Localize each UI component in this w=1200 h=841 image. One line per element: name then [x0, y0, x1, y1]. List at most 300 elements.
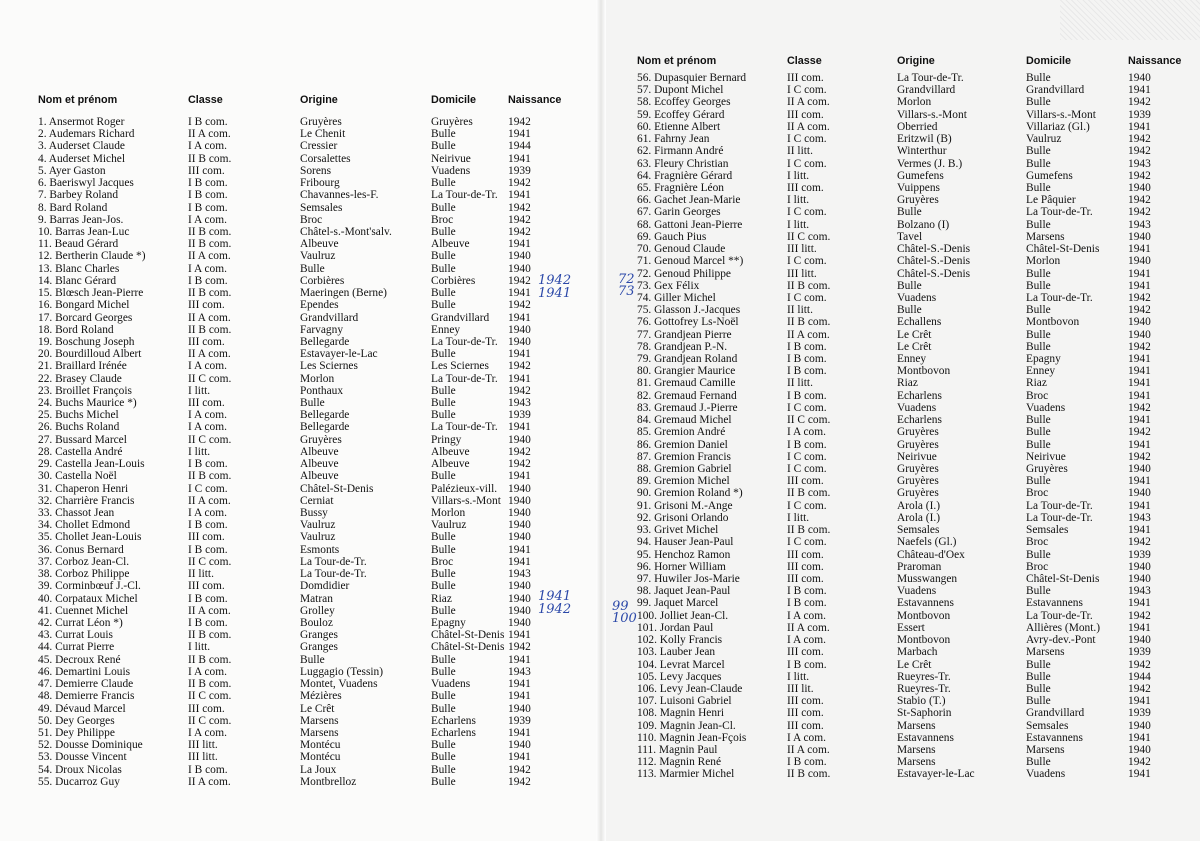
birth-year: 1940 — [508, 433, 531, 446]
student-name: 15. Blœsch Jean-Pierre — [38, 287, 144, 300]
class: III litt. — [188, 751, 218, 764]
table-row — [38, 385, 561, 397]
class: I litt. — [188, 641, 211, 654]
birth-year: 1941 — [508, 372, 531, 385]
origin: Morlon — [300, 372, 335, 385]
page-fold — [596, 0, 606, 841]
origin: Echarlens — [897, 414, 942, 427]
birth-year: 1940 — [508, 335, 531, 348]
birth-year: 1941 — [508, 238, 531, 251]
student-name: 111. Magnin Paul — [637, 744, 718, 757]
origin: Albeuve — [300, 238, 339, 251]
origin: Albeuve — [300, 445, 339, 458]
class: II A com. — [188, 348, 231, 361]
birth-year: 1941 — [508, 543, 531, 556]
class: I C com. — [787, 206, 827, 219]
class: II A com. — [787, 744, 830, 757]
student-name: 7. Barbey Roland — [38, 189, 119, 202]
origin: Cerniat — [300, 494, 334, 507]
class: II B com. — [787, 316, 831, 329]
domicile: La Tour-de-Tr. — [431, 421, 498, 434]
origin: Grandvillard — [897, 84, 956, 97]
birth-year: 1940 — [1128, 230, 1151, 243]
class: II litt. — [787, 145, 813, 158]
student-name: 69. Gauch Pius — [637, 230, 707, 243]
domicile: Bulle — [1026, 279, 1051, 292]
domicile: Neirivue — [1026, 450, 1066, 463]
class: II B com. — [787, 279, 831, 292]
class: I B com. — [188, 274, 228, 287]
class: I B com. — [787, 597, 827, 610]
birth-year: 1941 — [1128, 731, 1151, 744]
domicile: Bulle — [1026, 756, 1051, 769]
class: II B com. — [188, 238, 232, 251]
origin: Villars-s.-Mont — [897, 108, 967, 121]
table-row — [637, 158, 1181, 170]
domicile: Bulle — [1026, 157, 1051, 170]
origin: Bolzano (I) — [897, 218, 950, 231]
birth-year: 1941 — [1128, 365, 1151, 378]
origin: Rueyres-Tr. — [897, 682, 951, 695]
class: I A com. — [188, 360, 227, 373]
ink-mark: 1941 — [538, 589, 572, 604]
birth-year: 1940 — [508, 482, 531, 495]
header-name: Nom et prénom — [637, 54, 717, 67]
birth-year: 1942 — [1128, 194, 1151, 207]
origin: Bulle — [300, 397, 325, 410]
student-name: 95. Henchoz Ramon — [637, 548, 731, 561]
table-row — [38, 703, 561, 715]
origin: Musswangen — [897, 572, 958, 585]
table-row — [637, 280, 1181, 292]
origin: Châtel-S.-Denis — [897, 243, 971, 256]
table-row — [637, 549, 1181, 561]
domicile: Châtel-St-Denis — [431, 641, 505, 654]
domicile: Estavannens — [1026, 731, 1083, 744]
class: I B com. — [188, 519, 228, 532]
birth-year: 1942 — [508, 201, 531, 214]
class: III com. — [188, 702, 225, 715]
table-row — [637, 353, 1181, 365]
table-row — [38, 593, 561, 605]
domicile: Châtel-St-Denis — [431, 629, 505, 642]
domicile: Montbovon — [1026, 316, 1080, 329]
table-row — [38, 287, 561, 299]
student-name: 26. Buchs Roland — [38, 421, 120, 434]
class: II C com. — [188, 372, 232, 385]
student-name: 97. Huwiler Jos-Marie — [637, 572, 740, 585]
table-row — [637, 768, 1181, 780]
domicile: Bulle — [431, 543, 456, 556]
table-row — [38, 531, 561, 543]
table-row — [38, 324, 561, 336]
birth-year: 1940 — [508, 250, 531, 263]
origin: Les Sciernes — [300, 360, 358, 373]
table-row — [38, 348, 561, 360]
domicile: Villars-s.-Mont — [431, 494, 501, 507]
class: I B com. — [787, 353, 827, 366]
ink-mark: 99 — [612, 599, 629, 614]
domicile: Vuadens — [1026, 401, 1066, 414]
table-row — [637, 744, 1181, 756]
origin: Bulle — [897, 304, 922, 317]
class: II A com. — [188, 775, 231, 788]
birth-year: 1941 — [1128, 279, 1151, 292]
student-name: 65. Fragnière Léon — [637, 181, 724, 194]
student-name: 112. Magnin René — [637, 756, 722, 769]
class: II A com. — [188, 494, 231, 507]
origin: Estavannens — [897, 731, 954, 744]
domicile: Pringy — [431, 433, 462, 446]
class: III com. — [188, 397, 225, 410]
table-row — [38, 764, 561, 776]
table-row — [38, 654, 561, 666]
table-row — [637, 206, 1181, 218]
student-name: 14. Blanc Gérard — [38, 274, 117, 287]
birth-year: 1943 — [1128, 218, 1151, 231]
origin: Ponthaux — [300, 384, 344, 397]
table-row — [637, 329, 1181, 341]
student-name: 107. Luisoni Gabriel — [637, 695, 732, 708]
origin: Montet, Vuadens — [300, 678, 378, 691]
birth-year: 1940 — [508, 519, 531, 532]
class: I C com. — [787, 157, 827, 170]
birth-year: 1941 — [1128, 120, 1151, 133]
table-row — [38, 580, 561, 592]
table-row — [637, 463, 1181, 475]
origin: Maeringen (Berne) — [300, 287, 387, 300]
domicile: Marsens — [1026, 230, 1065, 243]
student-name: 98. Jaquet Jean-Paul — [637, 585, 731, 598]
table-row — [637, 475, 1181, 487]
class: I C com. — [787, 84, 827, 97]
table-row — [637, 145, 1181, 157]
student-name: 10. Barras Jean-Luc — [38, 225, 130, 238]
student-name: 94. Hauser Jean-Paul — [637, 536, 734, 549]
student-name: 108. Magnin Henri — [637, 707, 724, 720]
table-row — [38, 250, 561, 262]
table-row — [637, 659, 1181, 671]
table-row — [637, 96, 1181, 108]
student-name: 60. Etienne Albert — [637, 120, 721, 133]
domicile: Marsens — [1026, 744, 1065, 757]
birth-year: 1940 — [508, 531, 531, 544]
origin: Bellegarde — [300, 335, 350, 348]
domicile: Bulle — [1026, 72, 1051, 84]
birth-year: 1944 — [508, 140, 531, 153]
birth-year: 1941 — [1128, 389, 1151, 402]
header-origine: Origine — [300, 93, 338, 106]
domicile: Broc — [1026, 536, 1049, 549]
table-row — [637, 451, 1181, 463]
domicile: Enney — [1026, 365, 1056, 378]
student-name: 49. Dévaud Marcel — [38, 702, 126, 715]
birth-year: 1941 — [508, 152, 531, 165]
class: I C com. — [787, 499, 827, 512]
class: I A com. — [188, 409, 227, 422]
domicile: La Tour-de-Tr. — [1026, 499, 1093, 512]
birth-year: 1941 — [1128, 84, 1151, 97]
class: I litt. — [188, 384, 211, 397]
table-row — [637, 268, 1181, 280]
class: III com. — [787, 695, 824, 708]
birth-year: 1941 — [1128, 243, 1151, 256]
student-name: 28. Castella André — [38, 445, 123, 458]
table-row — [637, 439, 1181, 451]
class: II B com. — [188, 653, 232, 666]
birth-year: 1942 — [1128, 291, 1151, 304]
class: I A com. — [188, 140, 227, 153]
student-name: 44. Currat Pierre — [38, 641, 115, 654]
class: III com. — [787, 548, 824, 561]
domicile: Bulle — [1026, 585, 1051, 598]
student-name: 101. Jordan Paul — [637, 621, 714, 634]
class: I C com. — [787, 133, 827, 146]
birth-year: 1941 — [508, 311, 531, 324]
table-row — [637, 622, 1181, 634]
student-name: 12. Bertherin Claude *) — [38, 250, 146, 263]
student-name: 52. Dousse Dominique — [38, 739, 143, 752]
class: I A com. — [188, 665, 227, 678]
table-row — [637, 219, 1181, 231]
table-row — [637, 121, 1181, 133]
birth-year: 1939 — [1128, 548, 1151, 561]
table-row — [637, 170, 1181, 182]
origin: Oberried — [897, 120, 938, 133]
class: I B com. — [188, 201, 228, 214]
student-name: 77. Grandjean Pierre — [637, 328, 732, 341]
origin: Montbrelloz — [300, 775, 357, 788]
table-row — [637, 487, 1181, 499]
student-name: 37. Corboz Jean-Cl. — [38, 555, 130, 568]
class: III com. — [188, 580, 225, 593]
student-name: 4. Auderset Michel — [38, 152, 125, 165]
origin: Corbières — [300, 274, 345, 287]
origin: Montbovon — [897, 609, 951, 622]
table-row — [637, 683, 1181, 695]
student-name: 88. Gremion Gabriel — [637, 463, 732, 475]
student-name: 83. Gremaud J.-Pierre — [637, 401, 738, 414]
birth-year: 1939 — [508, 409, 531, 422]
origin: Le Crêt — [300, 702, 335, 715]
class: I B com. — [188, 592, 228, 605]
domicile: Albeuve — [431, 238, 470, 251]
domicile: Bulle — [431, 250, 456, 263]
origin: Gumefens — [897, 169, 944, 182]
header-origine: Origine — [897, 54, 935, 67]
class: I litt. — [188, 445, 211, 458]
domicile: La Tour-de-Tr. — [1026, 291, 1093, 304]
birth-year: 1942 — [508, 116, 531, 128]
table-row — [637, 524, 1181, 536]
birth-year: 1942 — [1128, 682, 1151, 695]
table-row — [637, 255, 1181, 267]
table-row — [38, 421, 561, 433]
domicile: Bulle — [431, 348, 456, 361]
domicile: Bulle — [431, 763, 456, 776]
table-row — [38, 202, 561, 214]
birth-year: 1941 — [1128, 377, 1151, 390]
student-name: 20. Bourdilloud Albert — [38, 348, 142, 361]
birth-year: 1942 — [1128, 96, 1151, 109]
student-name: 5. Ayer Gaston — [38, 164, 106, 177]
birth-year: 1940 — [508, 604, 531, 617]
birth-year: 1941 — [508, 189, 531, 202]
table-row — [38, 568, 561, 580]
origin: Enney — [897, 353, 927, 366]
domicile: Marsens — [1026, 646, 1065, 659]
class: II B com. — [787, 768, 831, 781]
domicile: Vuadens — [431, 164, 471, 177]
origin: Matran — [300, 592, 333, 605]
domicile: Bulle — [1026, 670, 1051, 683]
table-row — [38, 495, 561, 507]
table-row — [637, 390, 1181, 402]
class: I litt. — [787, 670, 810, 683]
birth-year: 1942 — [1128, 169, 1151, 182]
student-name: 79. Grandjean Roland — [637, 353, 738, 366]
class: II B com. — [188, 225, 232, 238]
domicile: Corbières — [431, 274, 476, 287]
class: I B com. — [787, 389, 827, 402]
domicile: Grandvillard — [431, 311, 490, 324]
table-row — [38, 397, 561, 409]
table-row — [637, 84, 1181, 96]
origin: Praroman — [897, 560, 942, 573]
student-name: 54. Droux Nicolas — [38, 763, 122, 776]
domicile: Bulle — [1026, 304, 1051, 317]
student-name: 80. Grangier Maurice — [637, 365, 736, 378]
birth-year: 1942 — [1128, 401, 1151, 414]
birth-year: 1941 — [1128, 438, 1151, 451]
class: I C com. — [787, 463, 827, 475]
student-name: 53. Dousse Vincent — [38, 751, 127, 764]
birth-year: 1941 — [508, 690, 531, 703]
origin: Marsens — [897, 719, 936, 732]
left-header-row — [38, 92, 561, 116]
domicile: Grandvillard — [1026, 707, 1085, 720]
class: II C com. — [787, 414, 831, 427]
birth-year: 1944 — [1128, 670, 1151, 683]
student-name: 48. Demierre Francis — [38, 690, 135, 703]
birth-year: 1941 — [1128, 621, 1151, 634]
student-name: 85. Gremion André — [637, 426, 726, 439]
table-row — [38, 189, 561, 201]
birth-year: 1942 — [508, 445, 531, 458]
class: II C com. — [188, 555, 232, 568]
birth-year: 1941 — [1128, 499, 1151, 512]
student-name: 106. Levy Jean-Claude — [637, 682, 743, 695]
student-name: 8. Bard Roland — [38, 201, 108, 214]
class: II A com. — [188, 128, 231, 141]
birth-year: 1940 — [508, 592, 531, 605]
origin: Marsens — [300, 726, 339, 739]
birth-year: 1941 — [1128, 475, 1151, 488]
domicile: Bulle — [431, 262, 456, 275]
table-row — [38, 238, 561, 250]
student-name: 113. Marmier Michel — [637, 768, 735, 781]
origin: Bulle — [897, 279, 922, 292]
domicile: Gruyères — [1026, 463, 1068, 475]
origin: Le Chenit — [300, 128, 346, 141]
table-row — [637, 585, 1181, 597]
origin: Vaulruz — [300, 519, 336, 532]
class: II C com. — [188, 690, 232, 703]
class: I B com. — [787, 658, 827, 671]
domicile: Bulle — [431, 384, 456, 397]
student-name: 63. Fleury Christian — [637, 157, 729, 170]
student-name: 32. Charrière Francis — [38, 494, 135, 507]
origin: Naefels (Gl.) — [897, 536, 957, 549]
domicile: Bulle — [1026, 682, 1051, 695]
table-row — [637, 732, 1181, 744]
domicile: Bulle — [1026, 340, 1051, 353]
birth-year: 1942 — [1128, 658, 1151, 671]
domicile: Bulle — [431, 128, 456, 141]
origin: Morlon — [897, 96, 932, 109]
table-row — [38, 641, 561, 653]
origin: Semsales — [897, 524, 940, 537]
table-row — [637, 707, 1181, 719]
student-name: 45. Decroux René — [38, 653, 121, 666]
origin: Gruyères — [897, 487, 939, 500]
domicile: Broc — [431, 213, 454, 226]
class: I B com. — [188, 116, 228, 128]
domicile: La Tour-de-Tr. — [431, 372, 498, 385]
table-row — [38, 153, 561, 165]
class: I litt. — [787, 511, 810, 524]
class: I C com. — [787, 450, 827, 463]
origin: Ependes — [300, 299, 339, 312]
table-row — [637, 341, 1181, 353]
class: I litt. — [787, 169, 810, 182]
origin: Arola (I.) — [897, 511, 941, 524]
origin: Bellegarde — [300, 409, 350, 422]
origin: Domdidier — [300, 580, 350, 593]
birth-year: 1940 — [1128, 316, 1151, 329]
birth-year: 1940 — [1128, 328, 1151, 341]
domicile: Echarlens — [431, 714, 476, 727]
student-name: 57. Dupont Michel — [637, 84, 724, 97]
class: II B com. — [188, 678, 232, 691]
domicile: La Tour-de-Tr. — [1026, 511, 1093, 524]
student-name: 19. Boschung Joseph — [38, 335, 135, 348]
table-row — [637, 671, 1181, 683]
birth-year: 1940 — [508, 739, 531, 752]
student-name: 71. Genoud Marcel **) — [637, 255, 744, 268]
origin: Vaulruz — [300, 531, 336, 544]
class: II A com. — [188, 311, 231, 324]
student-name: 36. Conus Bernard — [38, 543, 124, 556]
birth-year: 1939 — [1128, 707, 1151, 720]
origin: Echarlens — [897, 389, 942, 402]
domicile: Bulle — [1026, 475, 1051, 488]
birth-year: 1940 — [508, 262, 531, 275]
birth-year: 1942 — [508, 299, 531, 312]
table-row — [637, 133, 1181, 145]
domicile: Avry-dev.-Pont — [1026, 634, 1096, 647]
student-name: 82. Gremaud Fernand — [637, 389, 737, 402]
table-row — [38, 140, 561, 152]
domicile: Bulle — [1026, 658, 1051, 671]
table-row — [637, 316, 1181, 328]
header-name: Nom et prénom — [38, 93, 118, 106]
student-name: 25. Buchs Michel — [38, 409, 119, 422]
domicile: Bulle — [431, 665, 456, 678]
domicile: Villariaz (Gl.) — [1026, 120, 1090, 133]
class: I B com. — [787, 438, 827, 451]
student-name: 86. Gremion Daniel — [637, 438, 728, 451]
